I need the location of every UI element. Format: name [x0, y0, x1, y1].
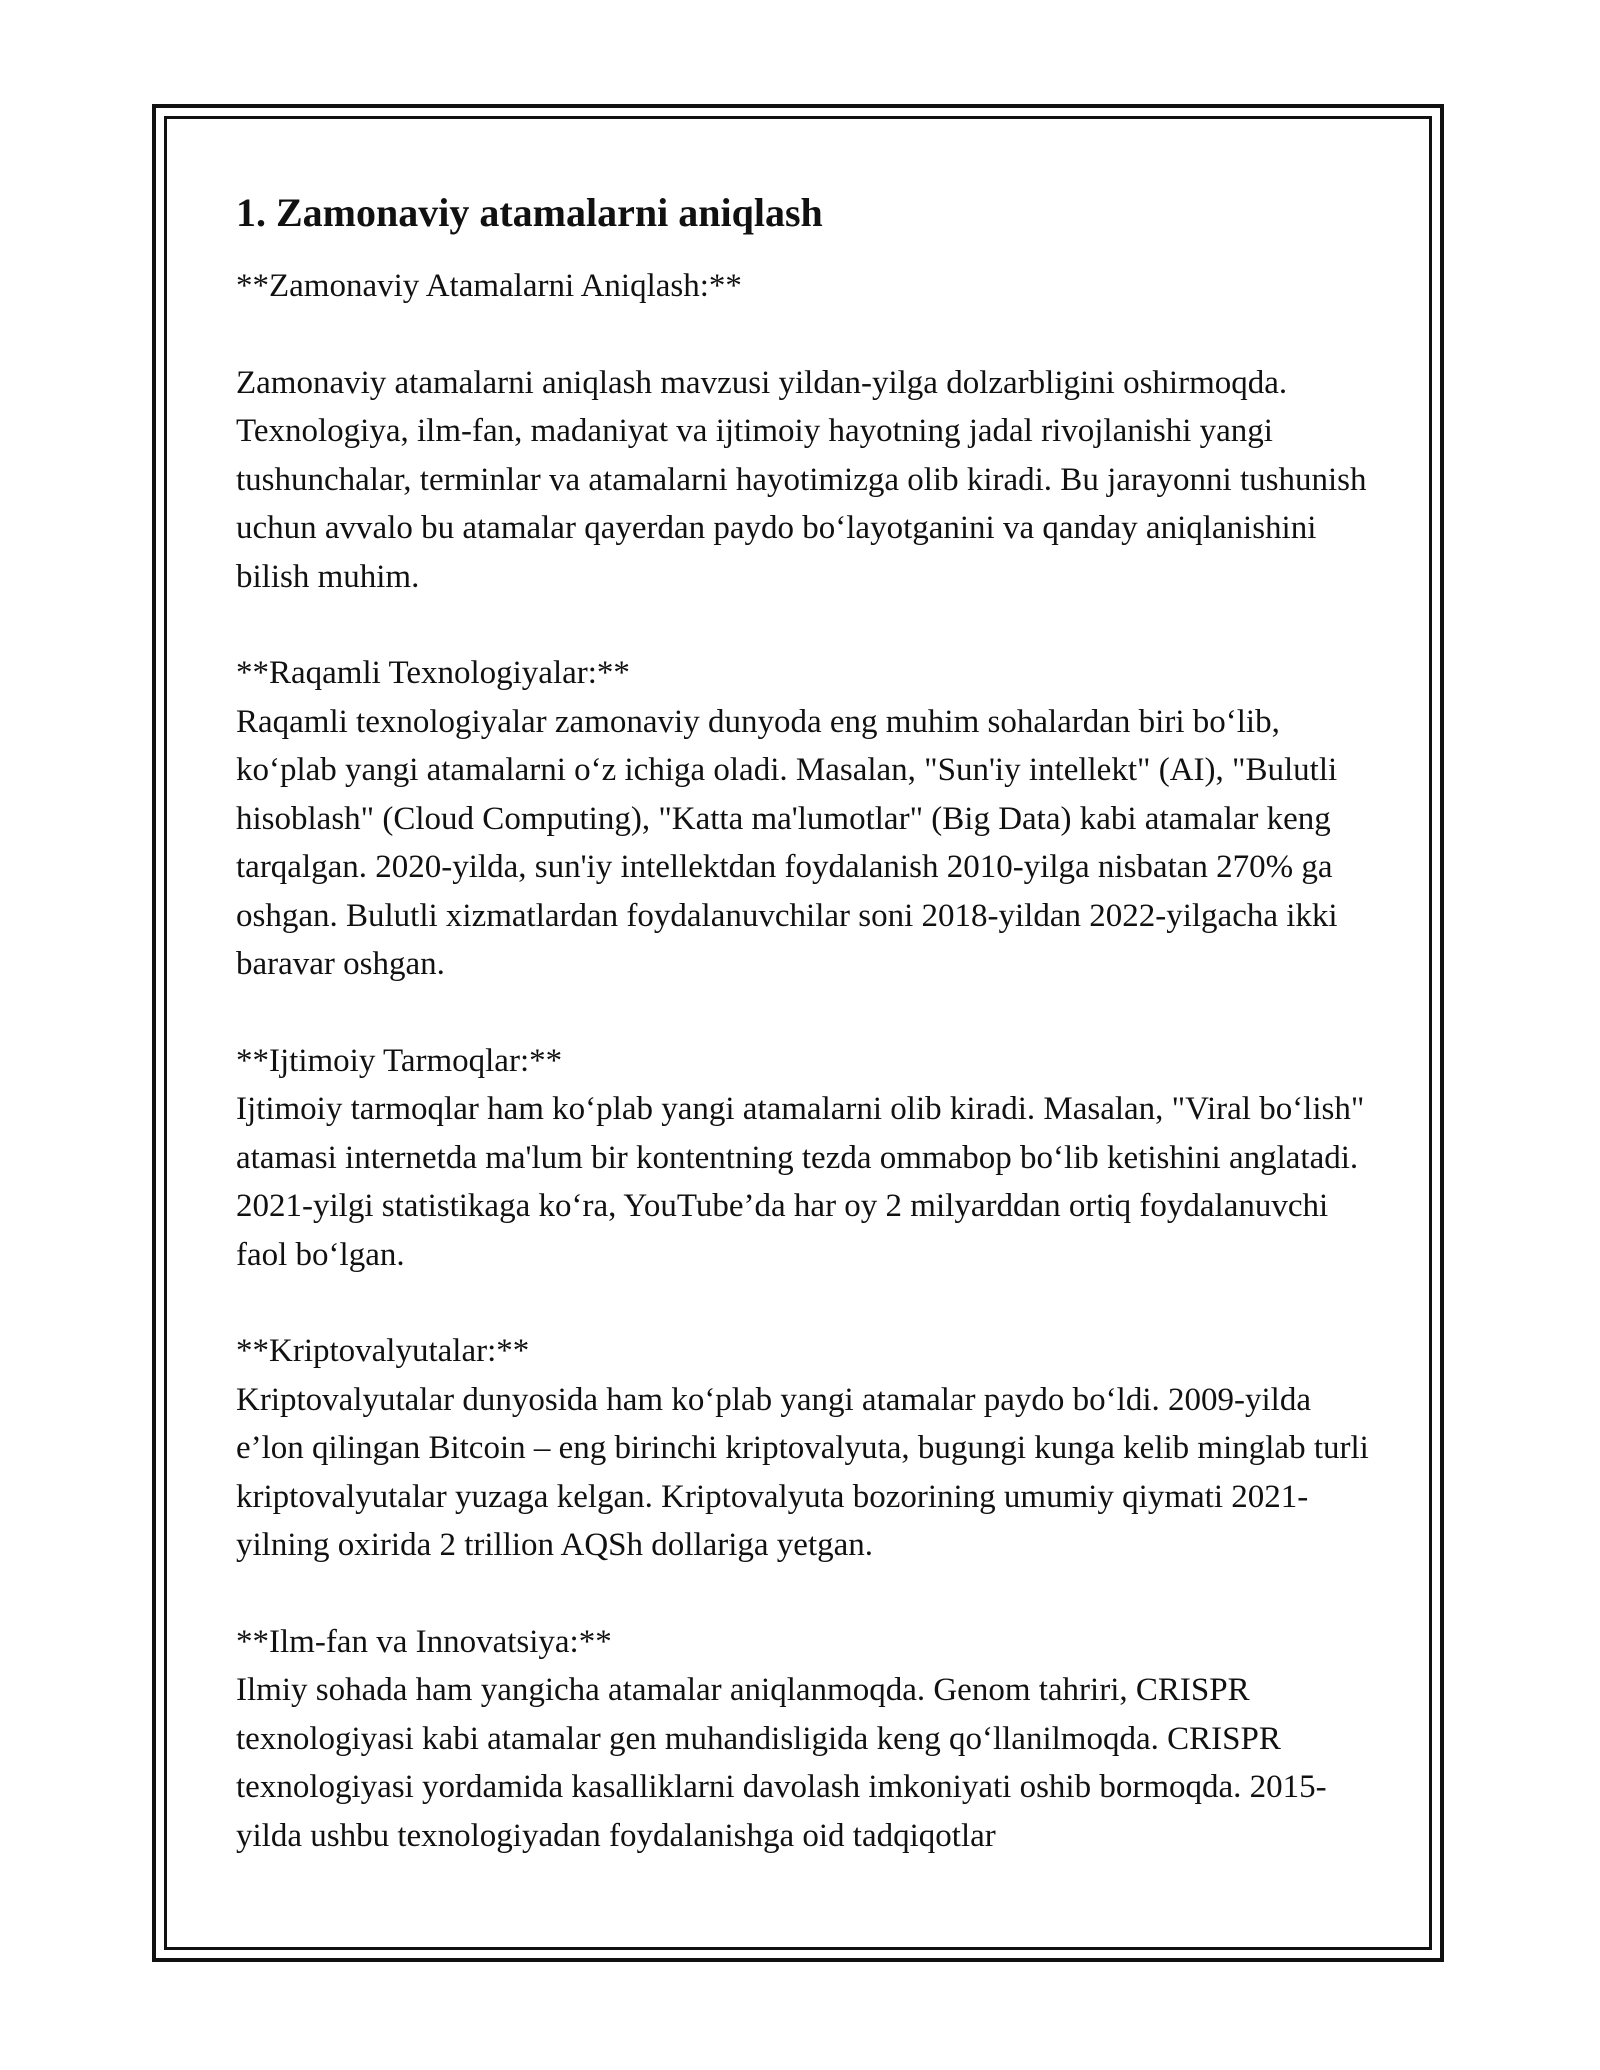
- section-paragraph: Kriptovalyutalar dunyosida ham ko‘plab yangi atamalar paydo bo‘ldi. 2009-yilda e’lon qilingan Bitcoin – eng birinchi kriptovalyuta, bugungi kunga kelib minglab turli kriptovalyutalar yuzaga kelgan. Kriptovalyuta bozorining umumiy qiymati 2021-yilning oxirida 2 trillion AQSh dollariga yetgan.: [236, 1381, 1369, 1563]
- section-science-innovation: [236, 1618, 1386, 1861]
- section-heading: **Zamonaviy Atamalarni Aniqlash:**: [236, 268, 742, 304]
- section-heading: **Ilm-fan va Innovatsiya:**: [236, 1623, 612, 1660]
- section-paragraph: Ijtimoiy tarmoqlar ham ko‘plab yangi atamalarni olib kiradi. Masalan, "Viral bo‘lish" atamasi internetda ma'lum bir kontentning tezda ommabop bo‘lib ketishini anglatadi. 2021-yilgi statistikaga ko‘ra, YouTube’da har oy 2 milyarddan ortiq foydalanuvchi faol bo‘lgan.: [236, 1091, 1365, 1273]
- section-heading: **Ijtimoiy Tarmoqlar:**: [236, 1042, 563, 1079]
- section-heading: **Raqamli Texnologiyalar:**: [236, 655, 630, 691]
- document-content: [236, 186, 1386, 1908]
- section-paragraph: Zamonaviy atamalarni aniqlash mavzusi yildan-yilga dolzarbligini oshirmoqda. Texnologiya, ilm-fan, madaniyat va ijtimoiy hayotning jadal rivojlanishi yangi tushunchalar, terminlar va atamalarni hayotimizga olib kiradi. Bu jarayonni tushunish uchun avvalo bu atamalar qayerdan paydo bo‘layotganini va qanday aniqlanishini bilish muhim.: [236, 364, 1367, 595]
- section-intro: [236, 262, 1386, 601]
- document-title: 1. Zamonaviy atamalarni aniqlash: [236, 190, 823, 235]
- section-digital-technologies: [236, 649, 1386, 989]
- section-heading: **Kriptovalyutalar:**: [236, 1333, 530, 1369]
- section-paragraph: Ilmiy sohada ham yangicha atamalar aniqlanmoqda. Genom tahriri, CRISPR texnologiyasi kabi atamalar gen muhandisligida keng qo‘llanilmoqda. CRISPR texnologiyasi yordamida kasalliklarni davolash imkoniyati oshib bormoqda. 2015-yilda ushbu texnologiyadan foydalanishga oid tadqiqotlar: [236, 1672, 1327, 1854]
- section-paragraph: Raqamli texnologiyalar zamonaviy dunyoda eng muhim sohalardan biri bo‘lib, ko‘plab yangi atamalarni o‘z ichiga oladi. Masalan, "Sun'iy intellekt" (AI), "Bulutli hisoblash" (Cloud Computing), "Katta ma'lumotlar" (Big Data) kabi atamalar keng tarqalgan. 2020-yilda, sun'iy intellektdan foydalanish 2010-yilga nisbatan 270% ga oshgan. Bulutli xizmatlardan foydalanuvchilar soni 2018-yildan 2022-yilgacha ikki baravar oshgan.: [236, 703, 1338, 982]
- section-cryptocurrencies: [236, 1327, 1386, 1570]
- section-social-networks: [236, 1037, 1386, 1280]
